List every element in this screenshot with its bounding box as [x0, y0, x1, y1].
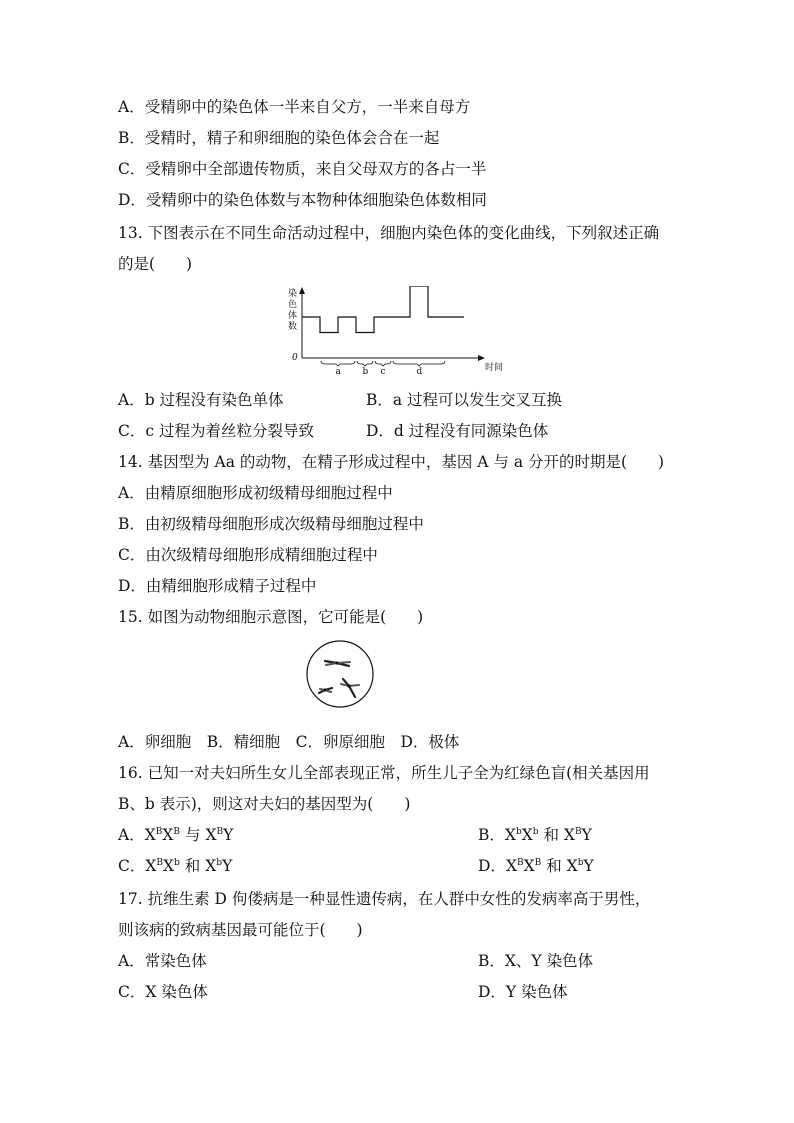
q12-option-d: D．受精卵中的染色体数与本物种体细胞染色体数相同: [118, 191, 487, 209]
segment-brace-a: [321, 361, 355, 366]
q13-option-a: A．b 过程没有染色单体: [118, 391, 284, 409]
q17-stem-line2: 则该病的致病基因最可能位于( ): [118, 921, 363, 939]
animal-cell-svg: [305, 639, 375, 709]
q12-option-c: C．受精卵中全部遗传物质，来自父母双方的各占一半: [118, 160, 487, 178]
x-axis-arrow: [478, 355, 485, 361]
q14-stem: 14. 基因型为 Aa 的动物，在精子形成过程中，基因 A 与 a 分开的时期是( ): [118, 453, 665, 471]
q16-option-a: A．$X^BX^B$ 与 $X^BY$: [118, 826, 234, 844]
segment-label-c: c: [380, 367, 386, 377]
chromosome-icon: [341, 679, 359, 697]
segment-braces: [321, 361, 445, 377]
y-label-char-4: 数: [288, 322, 298, 332]
q16-stem-line2: B、b 表示)，则这对夫妇的基因型为( ): [118, 795, 411, 813]
q16-option-c: C．$X^BX^b$ 和 $X^bY$: [118, 857, 233, 875]
q12-option-b: B．受精时，精子和卵细胞的染色体会合在一起: [118, 129, 440, 147]
segment-label-a: a: [335, 367, 341, 377]
chromosome-count-line: [302, 286, 464, 333]
q16-option-b: B．$X^bX^b$ 和 $X^BY$: [478, 826, 592, 844]
q14-option-a: A．由精原细胞形成初级精母细胞过程中: [118, 484, 393, 502]
q14-option-c: C．由次级精母细胞形成精细胞过程中: [118, 546, 378, 564]
chromosome-icon: [325, 661, 350, 666]
q14-option-b: B．由初级精母细胞形成次级精母细胞过程中: [118, 515, 424, 533]
q17-stem-line1: 17. 抗维生素 D 佝偻病是一种显性遗传病，在人群中女性的发病率高于男性，: [118, 890, 651, 908]
q17-option-b: B．X、Y 染色体: [478, 952, 594, 970]
y-axis-arrow: [299, 287, 305, 294]
q16-option-d: D．$X^BX^B$ 和 $X^bY$: [478, 857, 594, 875]
q15-stem: 15. 如图为动物细胞示意图，它可能是( ): [118, 608, 424, 626]
q15-options: A．卵细胞 B．精细胞 C．卵原细胞 D．极体: [118, 733, 460, 751]
q13-stem-line1: 13. 下图表示在不同生命活动过程中，细胞内染色体的变化曲线，下列叙述正确: [118, 224, 660, 242]
segment-brace-d: [393, 361, 445, 366]
origin-label: 0: [292, 353, 298, 363]
q17-option-d: D．Y 染色体: [478, 983, 568, 1001]
q17-option-a: A．常染色体: [118, 952, 207, 970]
q13-option-d: D．d 过程没有同源染色体: [366, 422, 549, 440]
q16-stem-line1: 16. 已知一对夫妇所生女儿全部表现正常，所生儿子全为红绿色盲(相关基因用: [118, 764, 650, 782]
q17-option-c: C．X 染色体: [118, 983, 208, 1001]
chromosome-chart: [282, 286, 512, 382]
segment-label-d: d: [416, 367, 423, 377]
segment-label-b: b: [362, 367, 369, 377]
q13-option-b: B．a 过程可以发生交叉互换: [366, 391, 563, 409]
animal-cell-figure: [305, 639, 375, 713]
segment-brace-b: [357, 361, 373, 366]
q12-option-a: A．受精卵中的染色体一半来自父方，一半来自母方: [118, 98, 471, 116]
chromosome-chart-svg: [282, 286, 512, 378]
cell-membrane: [307, 641, 373, 707]
y-label-char-2: 色: [288, 300, 298, 310]
q14-option-d: D．由精细胞形成精子过程中: [118, 577, 317, 595]
y-label-char-3: 体: [288, 311, 298, 321]
q13-option-c: C．c 过程为着丝粒分裂导致: [118, 422, 314, 440]
q13-stem-line2: 的是( ): [118, 255, 193, 273]
y-label-char-1: 染: [288, 289, 298, 299]
segment-brace-c: [375, 361, 391, 366]
x-axis-label: 时间: [485, 363, 504, 373]
chromosome-icon: [319, 688, 332, 693]
